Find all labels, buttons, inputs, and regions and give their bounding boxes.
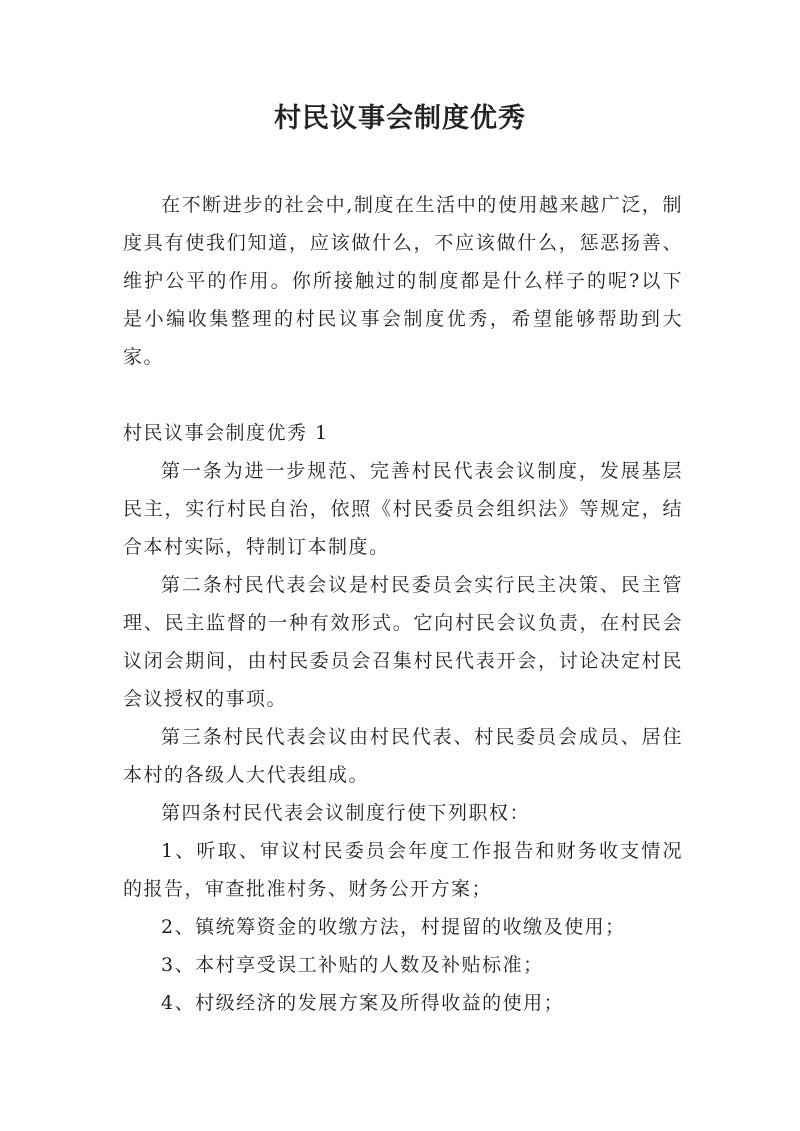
list-item-2: 2、镇统筹资金的收缴方法，村提留的收缴及使用； (161, 916, 626, 938)
article-1-paragraph: 第一条为进一步规范、完善村民代表会议制度，发展基层民主，实行村民自治，依照《村民委员会组织法》等规定，结合本村实际，特制订本制度。 (123, 460, 683, 558)
paragraph-gap (123, 376, 683, 414)
intro-paragraph: 在不断进步的社会中,制度在生活中的使用越来越广泛，制度具有使我们知道，应该做什么，不应该做什么，惩恶扬善、维护公平的作用。你所接触过的制度都是什么样子的呢?以下是小编收集整理的村民议事会制度优秀，希望能够帮助到大家。 (123, 194, 683, 368)
section-heading: 村民议事会制度优秀 1 (123, 422, 329, 444)
article-4-paragraph: 第四条村民代表会议制度行使下列职权： (161, 802, 531, 824)
list-item-3: 3、本村享受误工补贴的人数及补贴标准； (161, 954, 544, 976)
article-2-paragraph: 第二条村民代表会议是村民委员会实行民主决策、民主管理、民主监督的一种有效形式。它向村民会议负责，在村民会议闭会期间，由村民委员会召集村民代表开会，讨论决定村民会议授权的事项。 (123, 574, 683, 710)
document-title: 村民议事会制度优秀 (274, 103, 526, 134)
list-item-4: 4、村级经济的发展方案及所得收益的使用； (161, 992, 565, 1014)
article-3-paragraph: 第三条村民代表会议由村民代表、村民委员会成员、居住本村的各级人大代表组成。 (123, 726, 683, 786)
list-item-1: 1、听取、审议村民委员会年度工作报告和财务收支情况的报告，审查批准村务、财务公开方案； (123, 840, 683, 900)
document-body (123, 186, 683, 1022)
